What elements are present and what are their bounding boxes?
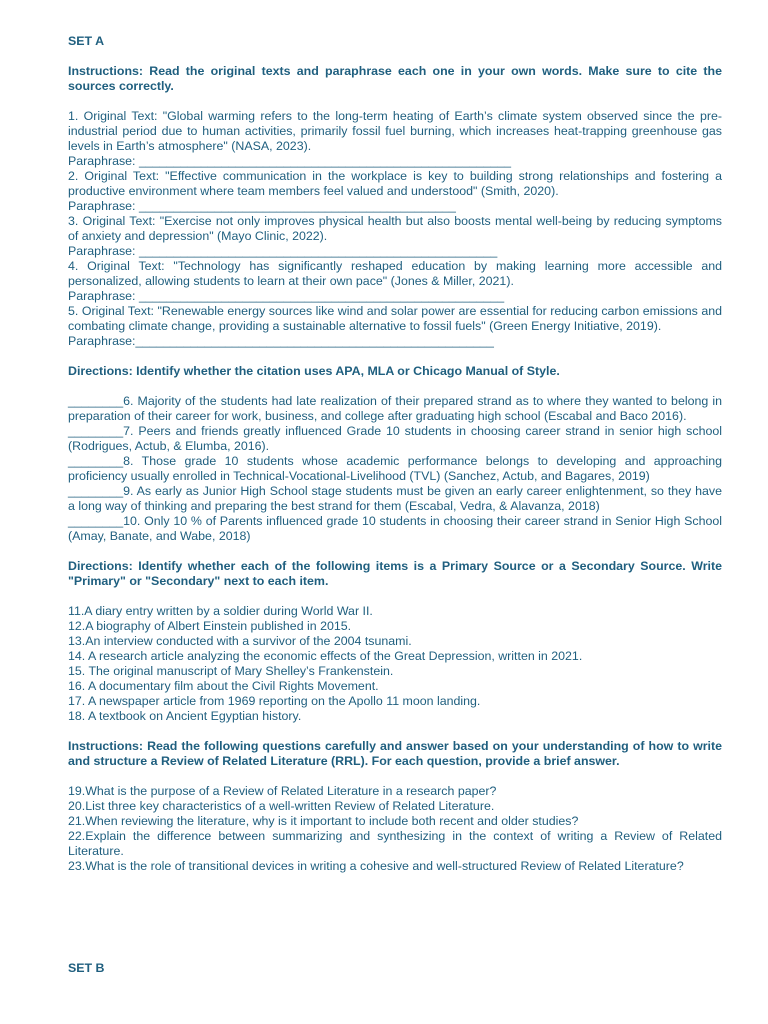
rrl-question-19: 19.What is the purpose of a Review of Related Literature in a research paper?: [68, 784, 497, 798]
rrl-question-23: 23.What is the role of transitional devices in writing a cohesive and well-structured Review of Related Literature?: [68, 859, 684, 873]
source-directions: Directions: Identify whether each of the following items is a Primary Source or a Secondary Source. Write "Primary" or "Secondary" next to each item.: [68, 559, 722, 588]
source-item-14: 14. A research article analyzing the economic effects of the Great Depression, written in 2021.: [68, 649, 583, 663]
source-item-12: 12.A biography of Albert Einstein published in 2015.: [68, 619, 352, 633]
paraphrase-line-1: Paraphrase: ______________________________________________________: [68, 154, 512, 168]
paraphrase-line-3: Paraphrase: ____________________________________________________: [68, 244, 498, 258]
rrl-question-22: 22.Explain the difference between summarizing and synthesizing in the context of writing a Review of Related Literature.: [68, 829, 722, 858]
citation-directions: Directions: Identify whether the citation uses APA, MLA or Chicago Manual of Style.: [68, 364, 560, 378]
original-text-2: 2. Original Text: "Effective communication in the workplace is key to building strong relationships and fostering a productive environment where team members feel valued and understood" (Smith, 2020).: [68, 169, 722, 198]
paraphrase-instructions: Instructions: Read the original texts and paraphrase each one in your own words. Make sure to cite the sources correctly.: [68, 64, 722, 93]
citation-item-10: ________10. Only 10 % of Parents influenced grade 10 students in choosing their career strand in Senior High School (Amay, Banate, and Wabe, 2018): [68, 514, 722, 543]
source-item-16: 16. A documentary film about the Civil Rights Movement.: [68, 679, 379, 693]
rrl-question-21: 21.When reviewing the literature, why is it important to include both recent and older studies?: [68, 814, 579, 828]
paraphrase-line-2: Paraphrase: ______________________________________________: [68, 199, 456, 213]
source-item-17: 17. A newspaper article from 1969 reporting on the Apollo 11 moon landing.: [68, 694, 481, 708]
citation-section: [68, 394, 722, 544]
rrl-section: [68, 784, 722, 874]
set-b-heading: SET B: [68, 961, 105, 976]
original-text-3: 3. Original Text: "Exercise not only improves physical health but also boosts mental well-being by reducing symptoms of anxiety and depression" (Mayo Clinic, 2022).: [68, 214, 722, 243]
citation-item-6: ________6. Majority of the students had late realization of their prepared strand as to where they wanted to belong in preparation of their career for work, business, and college after graduating high school (Escabal and Baco 2016).: [68, 394, 722, 423]
citation-item-8: ________8. Those grade 10 students whose academic performance belongs to developing and approaching proficiency usually enrolled in Technical-Vocational-Livelihood (TVL) (Sanchez, Actub, and Bagares, 2019): [68, 454, 722, 483]
paraphrase-line-5: Paraphrase:____________________________________________________: [68, 334, 494, 348]
source-section: [68, 604, 722, 724]
paraphrase-line-4: Paraphrase: _____________________________________________________: [68, 289, 505, 303]
rrl-question-20: 20.List three key characteristics of a well-written Review of Related Literature.: [68, 799, 495, 813]
source-item-11: 11.A diary entry written by a soldier during World War II.: [68, 604, 373, 618]
source-item-13: 13.An interview conducted with a survivor of the 2004 tsunami.: [68, 634, 412, 648]
source-item-18: 18. A textbook on Ancient Egyptian history.: [68, 709, 302, 723]
original-text-5: 5. Original Text: "Renewable energy sources like wind and solar power are essential for reducing carbon emissions and combating climate change, providing a sustainable alternative to fossil fuels" (Green Energy Initiative, 2019).: [68, 304, 722, 333]
set-a-heading: SET A: [68, 34, 105, 48]
rrl-instructions: Instructions: Read the following questions carefully and answer based on your understanding of how to write and structure a Review of Related Literature (RRL). For each question, provide a brief answer.: [68, 739, 722, 768]
citation-item-7: ________7. Peers and friends greatly influenced Grade 10 students in choosing career strand in senior high school (Rodrigues, Actub, & Elumba, 2016).: [68, 424, 722, 453]
paraphrase-section: [68, 109, 722, 349]
citation-item-9: ________9. As early as Junior High School stage students must be given an early career enlightenment, so they have a long way of thinking and preparing the best strand for them (Escabal, Vedra, & Alavanza, 2018): [68, 484, 722, 513]
original-text-1: 1. Original Text: "Global warming refers to the long-term heating of Earth’s climate system observed since the pre-industrial period due to human activities, primarily fossil fuel burning, which increases heat-trapping greenhouse gas levels in Earth’s atmosphere" (NASA, 2023).: [68, 109, 722, 153]
worksheet-page: [68, 34, 722, 874]
original-text-4: 4. Original Text: "Technology has significantly reshaped education by making learning more accessible and personalized, allowing students to learn at their own pace" (Jones & Miller, 2021).: [68, 259, 722, 288]
source-item-15: 15. The original manuscript of Mary Shelley’s Frankenstein.: [68, 664, 394, 678]
